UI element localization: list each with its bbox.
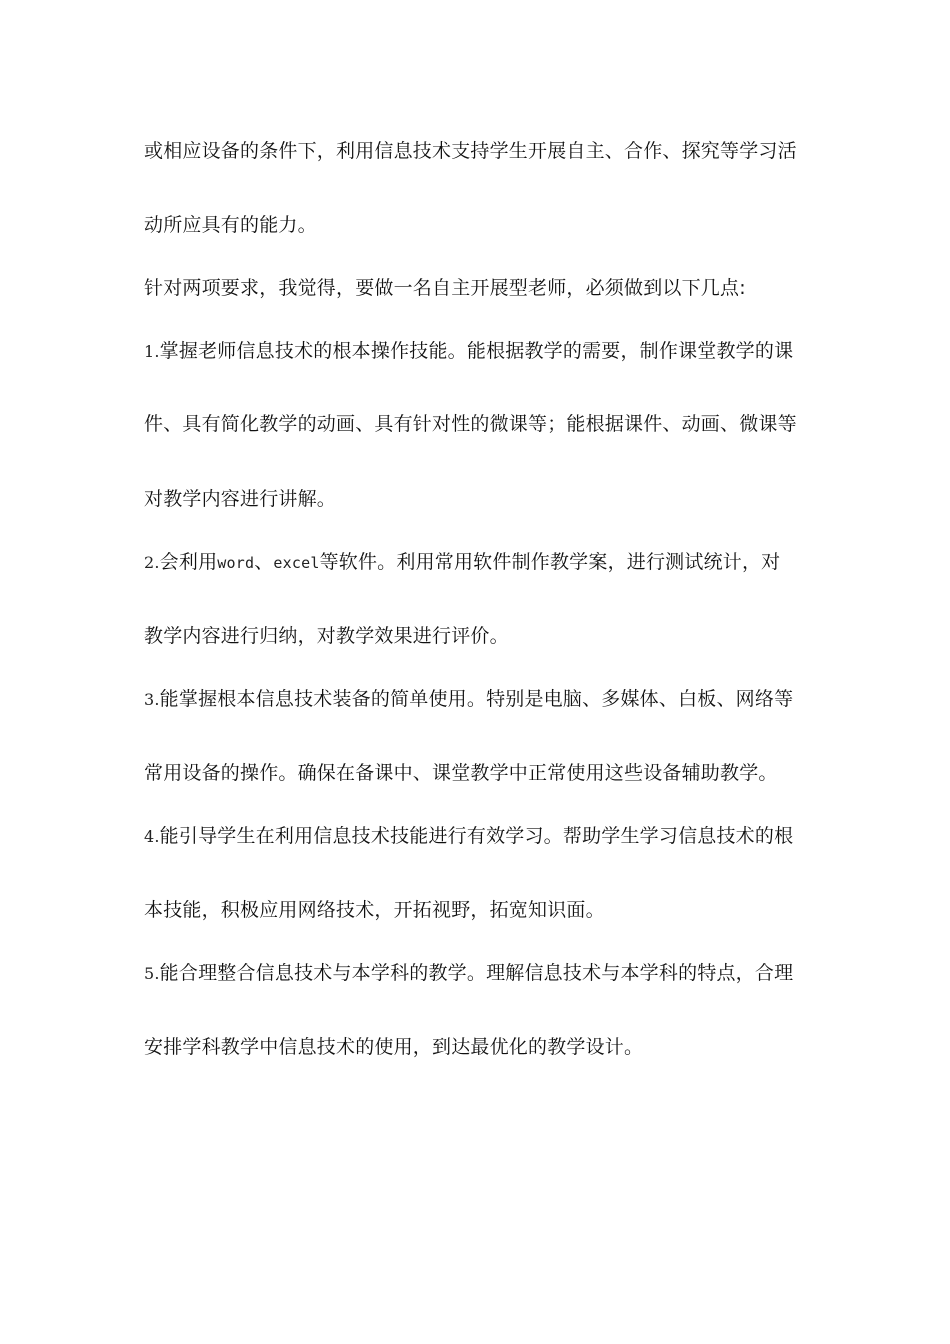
- list-item-text: 等软件。利用常用软件制作教学案，进行测试统计，对: [319, 551, 781, 573]
- list-marker: 1.: [144, 342, 160, 361]
- list-item-4-line: [144, 824, 804, 849]
- list-item-5-line: [144, 961, 804, 986]
- list-marker: 5.: [144, 964, 160, 983]
- software-name: excel: [273, 554, 320, 572]
- paragraph-line: 动所应具有的能力。: [144, 214, 317, 236]
- list-item-2-line: 教学内容进行归纳，对教学效果进行评价。: [144, 625, 509, 647]
- list-marker: 2.: [144, 553, 160, 572]
- list-marker: 3.: [144, 690, 160, 709]
- list-item-1-line: [144, 339, 804, 364]
- list-item-4-line: 本技能，积极应用网络技术，开拓视野，拓宽知识面。: [144, 899, 605, 921]
- list-item-1-line: 对教学内容进行讲解。: [144, 488, 337, 510]
- software-name: word: [217, 554, 255, 572]
- list-item-text: 、: [254, 551, 274, 573]
- list-item-3-line: 常用设备的操作。确保在备课中、课堂教学中正常使用这些设备辅助教学。: [144, 762, 778, 784]
- list-item-5-line: 安排学科教学中信息技术的使用，到达最优化的教学设计。: [144, 1036, 644, 1058]
- intro-line: 针对两项要求，我觉得，要做一名自主开展型老师，必须做到以下几点:: [144, 277, 746, 299]
- list-item-text: 能引导学生在利用信息技术技能进行有效学习。帮助学生学习信息技术的根: [159, 825, 794, 847]
- list-marker: 4.: [144, 827, 160, 846]
- list-item-2-line: [144, 550, 804, 575]
- list-item-3-line: [144, 687, 804, 712]
- list-item-text: 能合理整合信息技术与本学科的教学。理解信息技术与本学科的特点，合理: [159, 962, 794, 984]
- paragraph-line: 或相应设备的条件下，利用信息技术支持学生开展自主、合作、探究等学习活: [144, 140, 797, 162]
- list-item-text: 能掌握根本信息技术装备的简单使用。特别是电脑、多媒体、白板、网络等: [159, 688, 794, 710]
- list-item-text: 会利用: [159, 551, 218, 573]
- list-item-1-line: 件、具有简化教学的动画、具有针对性的微课等；能根据课件、动画、微课等: [144, 413, 797, 435]
- list-item-text: 掌握老师信息技术的根本操作技能。能根据教学的需要，制作课堂教学的课: [159, 340, 794, 362]
